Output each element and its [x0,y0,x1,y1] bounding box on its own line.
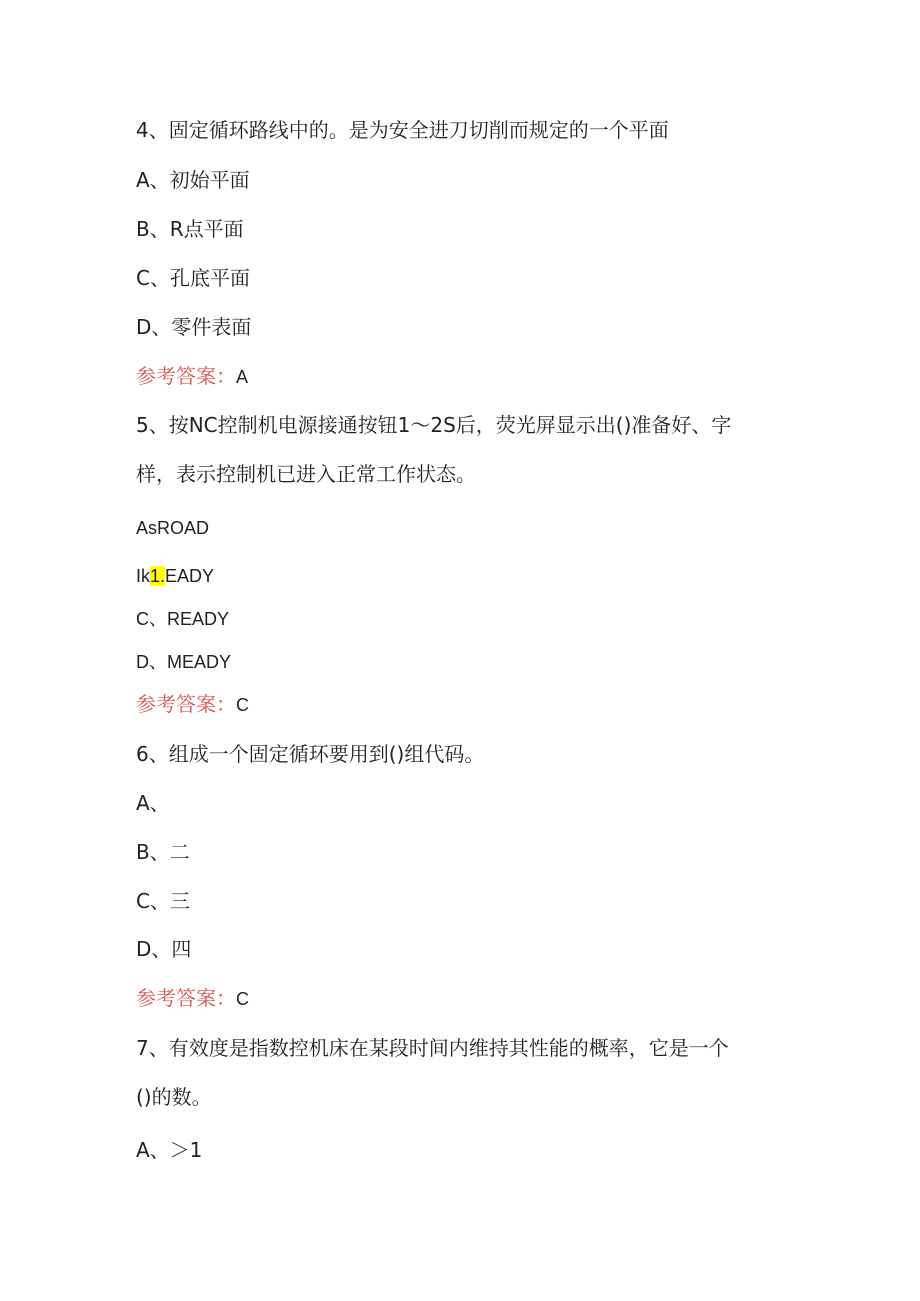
answer-label: 参考答案： [136,986,236,1010]
question-7-stem-line-2: ()的数。 [136,1085,212,1109]
question-5-stem-line-2: 样，表示控制机已进入正常工作状态。 [136,462,476,486]
question-4-option-c: C、孔底平面 [136,266,250,290]
question-7-stem-line-1: 7、有效度是指数控机床在某段时间内维持其性能的概率，它是一个 [136,1036,729,1060]
question-4-option-a: A、初始平面 [136,168,250,192]
question-4-option-b: B、R点平面 [136,217,244,241]
question-5-answer [136,690,249,719]
question-6-option-b: B、二 [136,840,190,864]
option-b-suffix: EADY [165,566,215,586]
question-6-answer [136,984,249,1013]
answer-label: 参考答案： [136,692,236,716]
question-4-option-d: D、零件表面 [136,315,252,339]
question-6-option-d: D、四 [136,937,192,961]
question-4-stem: 4、固定循环路线中的。是为安全进刀切削而规定的一个平面 [136,118,669,142]
answer-label: 参考答案： [136,364,236,388]
question-6-stem: 6、组成一个固定循环要用到()组代码。 [136,742,485,766]
answer-value: C [236,695,249,715]
question-6-option-c: C、三 [136,889,190,913]
question-6-option-a: A、 [136,791,170,815]
question-7-option-a: A、＞1 [136,1138,203,1162]
answer-value: C [236,989,249,1009]
question-4-answer [136,362,248,391]
question-5-option-c: C、READY [136,609,230,629]
question-5-stem-line-1: 5、按NC控制机电源接通按钮1～2S后，荧光屏显示出()准备好、字 [136,413,732,437]
answer-value: A [236,367,249,387]
question-5-option-a: AsROAD [136,518,210,538]
option-b-prefix: Ik [136,566,151,586]
highlighted-text: 1. [150,566,166,586]
question-5-option-b [136,562,214,590]
question-5-option-d: D、MEADY [136,652,232,672]
